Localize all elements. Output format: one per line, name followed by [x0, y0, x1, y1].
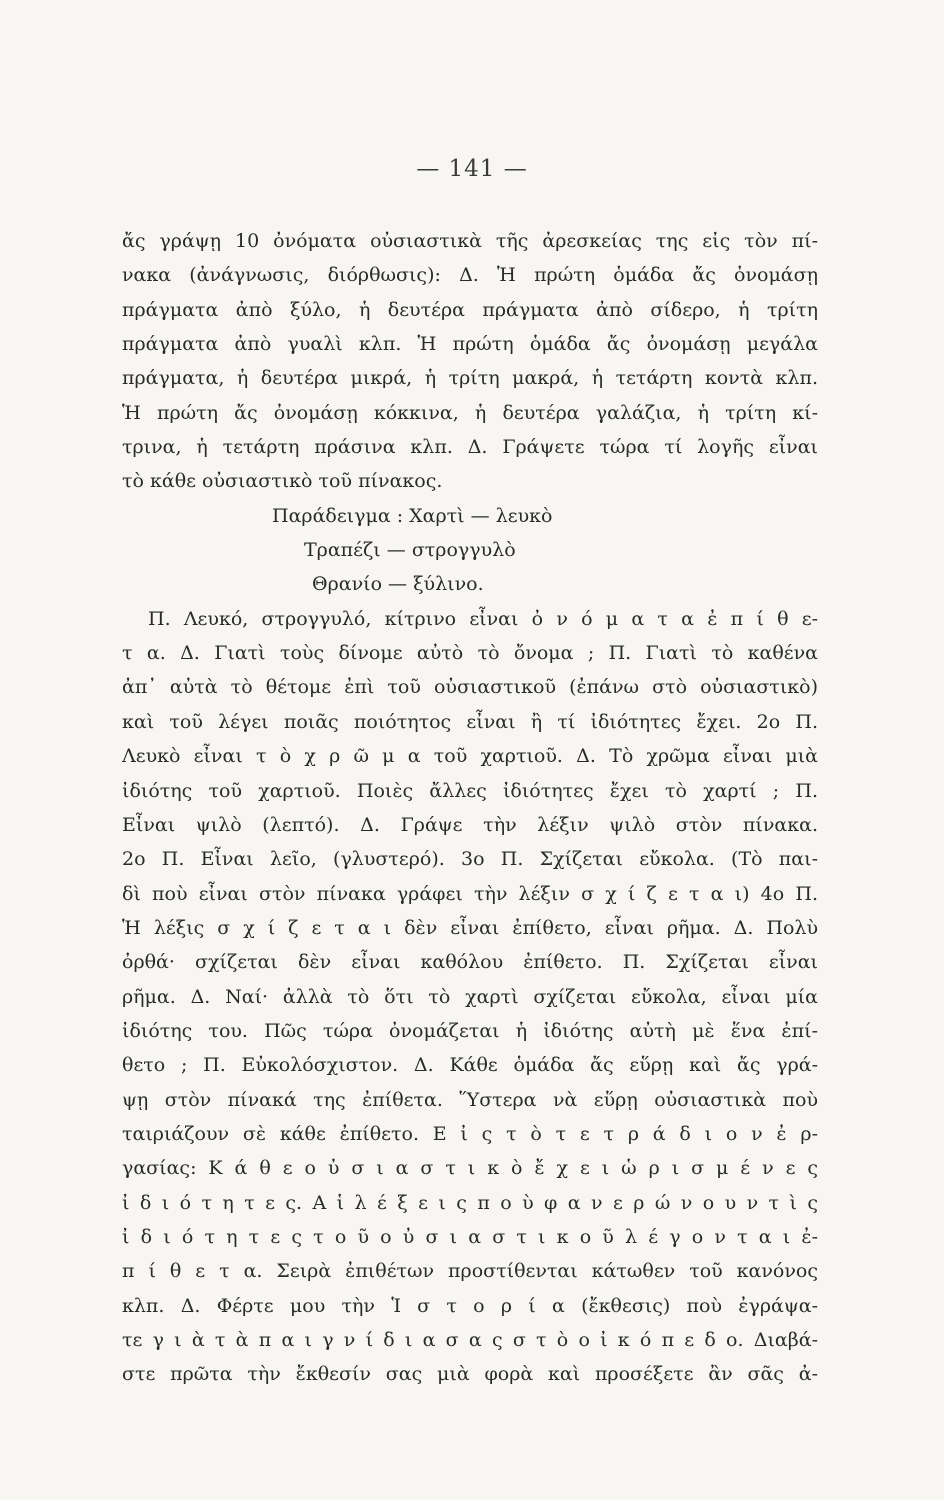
text-line: ὀρθά· σχίζεται δὲν εἶναι καθόλου ἐπίθετο. Π. Σχίζεται εἶναι	[122, 951, 818, 974]
text-line: ἰ δ ι ό τ η τ ε ς τ ο ῦ ο ὐ σ ι α σ τ ι κ ο ῦ λ έ γ ο ν τ α ι ἐ-	[122, 1225, 818, 1248]
text-line: Ἡ πρώτη ἄς ὀνομάσῃ κόκκινα, ἡ δευτέρα γαλάζια, ἡ τρίτη κί-	[122, 401, 818, 424]
text-line: Εἶναι ψιλὸ (λεπτό). Δ. Γράψε τὴν λέξιν ψιλὸ στὸν πίνακα.	[122, 813, 818, 836]
text-line: νακα (ἀνάγνωσις, διόρθωσις): Δ. Ἡ πρώτη ὁμάδα ἄς ὀνομάσῃ	[122, 264, 818, 287]
text-line: τρινα, ἡ τετάρτη πράσινα κλπ. Δ. Γράψετε τώρα τί λογῆς εἶναι	[122, 436, 818, 459]
text-line: καὶ τοῦ λέγει ποιᾶς ποιότητος εἶναι ἢ τί ἰδιότητες ἔχει. 2ο Π.	[122, 710, 818, 733]
text-line: 2ο Π. Εἶναι λεῖο, (γλυστερό). 3ο Π. Σχίζεται εὔκολα. (Τὸ παι-	[122, 848, 818, 871]
text-line: πράγματα ἀπὸ ξύλο, ἡ δευτέρα πράγματα ἀπὸ σίδερο, ἡ τρίτη	[122, 298, 818, 321]
example-line: Παράδειγμα : Χαρτὶ — λευκὸ	[272, 504, 553, 527]
text-line: στε πρῶτα τὴν ἔκθεσίν σας μιὰ φορὰ καὶ προσέξετε ἂν σᾶς ἀ-	[122, 1363, 818, 1386]
text-line: δὶ ποὺ εἶναι στὸν πίνακα γράφει τὴν λέξιν σ χ ί ζ ε τ α ι) 4ο Π.	[122, 882, 818, 905]
text-line: π ί θ ε τ α. Σειρὰ ἐπιθέτων προστίθενται κάτωθεν τοῦ κανόνος	[122, 1260, 818, 1283]
text-line: τ α. Δ. Γιατὶ τοὺς δίνομε αὐτὸ τὸ ὄνομα ; Π. Γιατὶ τὸ καθένα	[122, 642, 818, 665]
text-line: ἰδιότης τοῦ χαρτιοῦ. Ποιὲς ἄλλες ἰδιότητες ἔχει τὸ χαρτί ; Π.	[122, 779, 818, 802]
text-line: ρῆμα. Δ. Ναί· ἀλλὰ τὸ ὅτι τὸ χαρτὶ σχίζεται εὔκολα, εἶναι μία	[122, 985, 818, 1008]
text-line: Ἡ λέξις σ χ ί ζ ε τ α ι δὲν εἶναι ἐπίθετο, εἶναι ρῆμα. Δ. Πολὺ	[122, 916, 818, 939]
text-line: ταιριάζουν σὲ κάθε ἐπίθετο. Ε ἰ ς τ ὸ τ ε τ ρ ά δ ι ο ν ἐ ρ-	[122, 1122, 818, 1145]
body-text	[122, 224, 818, 1392]
text-line: πράγματα ἀπὸ γυαλὶ κλπ. Ἡ πρώτη ὁμάδα ἄς ὀνομάσῃ μεγάλα	[122, 333, 818, 356]
text-line: Λευκὸ εἶναι τ ὸ χ ρ ῶ μ α τοῦ χαρτιοῦ. Δ. Τὸ χρῶμα εἶναι μιὰ	[122, 745, 818, 768]
text-line: γασίας: Κ ά θ ε ο ὐ σ ι α σ τ ι κ ὸ ἔ χ ε ι ὡ ρ ι σ μ έ ν ε ς	[122, 1157, 818, 1180]
text-line: κλπ. Δ. Φέρτε μου τὴν Ἱ σ τ ο ρ ί α (ἔκθεσις) ποὺ ἐγράψα-	[122, 1294, 818, 1317]
text-line: ἰδιότης του. Πῶς τώρα ὀνομάζεται ἡ ἰδιότης αὐτὴ μὲ ἕνα ἐπί-	[122, 1019, 818, 1042]
text-line: πράγματα, ἡ δευτέρα μικρά, ἡ τρίτη μακρά, ἡ τετάρτη κοντὰ κλπ.	[122, 367, 818, 390]
text-line: ψῃ στὸν πίνακά της ἐπίθετα. Ὕστερα νὰ εὕρῃ οὐσιαστικὰ ποὺ	[122, 1088, 818, 1111]
text-line: ἰ δ ι ό τ η τ ε ς. Α ἱ λ έ ξ ε ι ς π ο ὺ φ α ν ε ρ ώ ν ο υ ν τ ὶ ς	[122, 1191, 818, 1214]
text-line: Π. Λευκό, στρογγυλό, κίτρινο εἶναι ὀ ν ό μ α τ α ἐ π ί θ ε-	[148, 607, 818, 630]
example-line: Τραπέζι — στρογγυλὸ	[304, 539, 516, 562]
text-line: ἀπ᾽ αὐτὰ τὸ θέτομε ἐπὶ τοῦ οὐσιαστικοῦ (ἐπάνω στὸ οὐσιαστικὸ)	[122, 676, 818, 699]
text-line: τὸ κάθε οὐσιαστικὸ τοῦ πίνακος.	[122, 470, 443, 493]
page-number: — 141 —	[416, 156, 528, 182]
text-line: θετο ; Π. Εὐκολόσχιστον. Δ. Κάθε ὁμάδα ἄς εὕρῃ καὶ ἄς γρά-	[122, 1054, 818, 1077]
text-line: τε γ ι ὰ τ ὰ π α ι γ ν ί δ ι α σ α ς σ τ ὸ ο ἰ κ ό π ε δ ο. Διαβά-	[122, 1329, 818, 1351]
text-line: ἄς γράψῃ 10 ὀνόματα οὐσιαστικὰ τῆς ἀρεσκείας της εἰς τὸν πί-	[122, 230, 818, 252]
example-line: Θρανίο — ξύλινο.	[312, 573, 484, 596]
